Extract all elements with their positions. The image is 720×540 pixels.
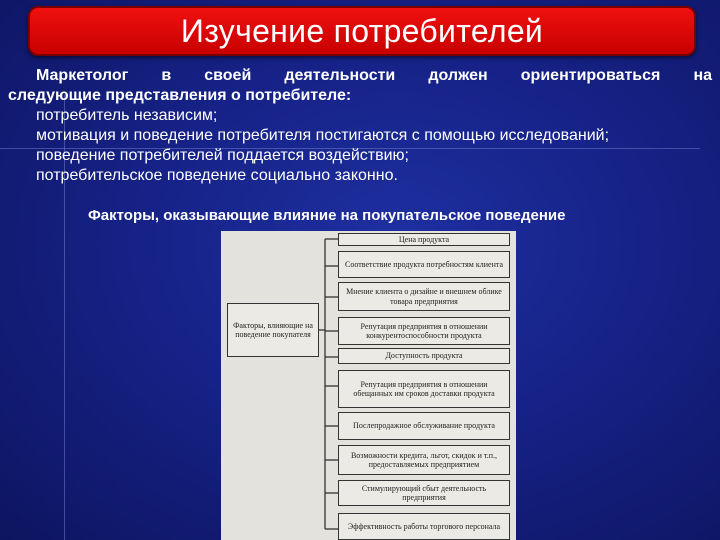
slide-title: Изучение потребителей bbox=[180, 12, 544, 49]
factor-box: Цена продукта bbox=[338, 233, 510, 246]
lead-word: в bbox=[161, 67, 172, 84]
root-factors-box: Факторы, влияющие на поведение покупателя bbox=[227, 303, 319, 357]
factor-box: Возможности кредита, льгот, скидок и т.п., предоставляемых предприятием bbox=[338, 445, 510, 475]
intro-lead-line-1 bbox=[8, 66, 712, 86]
intro-lead-line-2: следующие представления о потребителе: bbox=[8, 87, 352, 104]
intro-item: потребительское поведение социально законно. bbox=[36, 167, 398, 184]
factors-diagram bbox=[221, 231, 516, 540]
intro-item: потребитель независим; bbox=[36, 107, 218, 124]
factor-box: Мнение клиента о дизайне и внешнем облике товара предприятия bbox=[338, 282, 510, 311]
factor-box: Репутация предприятия в отношении конкурентоспособности продукта bbox=[338, 317, 510, 345]
title-banner bbox=[28, 6, 696, 56]
lead-word: ориентироваться bbox=[520, 67, 661, 84]
factor-box: Доступность продукта bbox=[338, 348, 510, 364]
lead-word: на bbox=[693, 67, 712, 84]
diagram-title: Факторы, оказывающие влияние на покупательское поведение bbox=[88, 207, 566, 224]
factor-box: Эффективность работы торгового персонала bbox=[338, 513, 510, 540]
lead-word: Маркетолог bbox=[36, 67, 129, 84]
lead-word: должен bbox=[428, 67, 488, 84]
intro-lead bbox=[8, 66, 712, 106]
lead-word: деятельности bbox=[284, 67, 396, 84]
factor-box: Послепродажное обслуживание продукта bbox=[338, 412, 510, 440]
factor-box: Стимулирующий сбыт деятельность предприятия bbox=[338, 480, 510, 506]
intro-item: поведение потребителей поддается воздействию; bbox=[36, 147, 409, 164]
factor-box: Соответствие продукта потребностям клиента bbox=[338, 251, 510, 278]
factor-box: Репутация предприятия в отношении обещанных им сроков доставки продукта bbox=[338, 370, 510, 408]
intro-item: мотивация и поведение потребителя постигаются с помощью исследований; bbox=[36, 127, 610, 144]
lead-word: своей bbox=[204, 67, 252, 84]
intro-text bbox=[8, 66, 712, 186]
